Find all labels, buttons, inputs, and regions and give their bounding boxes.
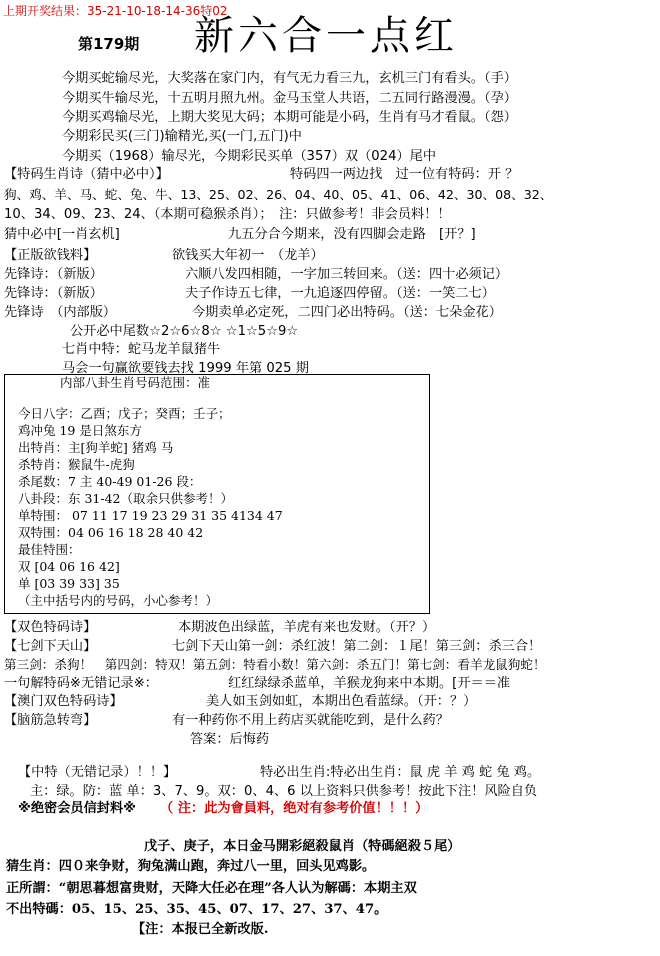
pioneer-left: 先锋诗：（新版） (4, 267, 103, 282)
zodiac-line: 狗、鸡、羊、马、蛇、兔、牛、13、25、02、26、04、40、05、41、06、42、30、08、32、 (4, 187, 553, 202)
solve-right: 红红绿绿杀蓝单，羊猴龙狗来中本期。[开＝＝准 (228, 676, 511, 691)
issue-number: 第179期 (78, 35, 140, 53)
horse-club-line: 马会一句赢欲要钱去找 1999 年第 025 期 (62, 361, 309, 376)
box-row: 鸡冲兔 19 是日煞东方 (18, 423, 142, 438)
pioneer-right: 今期卖单必定死，二四门必出特码。（送：七朵金花） (192, 305, 502, 320)
sword-title: 【七剑下天山】 (4, 639, 97, 654)
sword-line: 第三剑：杀狗！ 第四剑：特双！第五剑：特看小数！第六剑：杀五门！第七剑：看羊龙鼠狗蛇！ (4, 657, 546, 672)
box-row: 出特肖：主[狗羊蛇] 猪鸡 马 (18, 440, 174, 455)
box-row: （主中括号内的号码，小心参考！） (18, 593, 219, 608)
pioneer-right: 夫子作诗五七律，一九追逐四停留。（送：一笑二七） (185, 286, 495, 301)
sword-text: 七剑下天山第一剑：杀红波！第二剑：１尾！第三剑：杀三合！ (172, 639, 542, 654)
intro-line: 今期买牛输尽光，十五明月照九州。金马玉堂人共语，二五同行路漫漫。（孕） (62, 91, 517, 106)
box-header: 内部八卦生肖号码范围：准 (60, 375, 211, 390)
pioneer-right: 六顺八发四相随，一字加三转回来。（送：四十必须记） (185, 267, 509, 282)
box-row: 双特围：04 06 16 18 28 40 42 (18, 525, 204, 540)
footer-line: 正所謂：“朝思暮想富贵财，天降大任必在理”各人认为解碼：本期主双 (6, 881, 417, 896)
brain-text: 有一种药你不用上药店买就能吃到，是什么药？ (172, 713, 449, 728)
main-line: 主：绿。防：蓝 单：3、7、9。双：0、4、6 以上资料只供参考！按此下注！风险自负 (30, 784, 538, 799)
pioneer-left: 先锋诗 （内部版） (4, 305, 117, 320)
zhong-title: 【中特（无错记录）！！】 (18, 765, 177, 780)
secret-label: ※绝密会员信封料※ (18, 801, 136, 816)
guess-left: 猜中必中[一肖玄机] (4, 227, 120, 242)
fortune-title: 【正版欲钱料】 (4, 248, 97, 263)
zodiac-line: 10、34、09、23、24、（本期可稳猴杀肖）； 注：只做参考！非会员料！！ (4, 207, 451, 222)
seven-zodiac: 七肖中特：蛇马龙羊鼠猪牛 (62, 342, 221, 357)
solve-left: 一句解特码※无错记录※： (4, 676, 158, 691)
public-tail: 公开必中尾数☆2☆6☆8☆ ☆1☆5☆9☆ (70, 324, 299, 339)
box-row: 杀尾数：7 主 40-49 01-26 段： (18, 474, 202, 489)
macau-text: 美人如玉剑如虹，本期出色看蓝绿。（开：？） (206, 694, 477, 709)
secret-note: （ 注：此为會員料，绝对有参考价值！！！） (160, 801, 429, 816)
guess-right: 九五分合今期来，没有四脚会走路 [开？] (228, 227, 476, 242)
box-row: 今日八字：乙酉；戊子；癸酉；壬子； (18, 406, 231, 421)
box-row: 杀特肖：猴鼠牛-虎狗 (18, 457, 135, 472)
footer-line: 猜生肖：四０来争财，狗兔满山跑，奔过八一里，回头见鸡影。 (6, 859, 376, 874)
macau-title: 【澳门双色特码诗】 (4, 694, 123, 709)
brain-title: 【脑筋急转弯】 (4, 713, 97, 728)
intro-line: 今期彩民买(三门)输精光,买(一门,五门)中 (62, 129, 302, 144)
zhong-text: 特必出生肖:特必出生肖：鼠 虎 羊 鸡 蛇 兔 鸡。 (260, 765, 541, 780)
box-row: 单 [03 39 33] 35 (18, 576, 120, 591)
box-row: 双 [04 06 16 42] (18, 559, 120, 574)
box-row: 最佳特围： (18, 542, 81, 557)
fortune-right: 欲钱买大年初一 （龙羊） (172, 248, 324, 263)
intro-line: 今期买鸡输尽光，上期大奖见大码；本期可能是小码，生肖有马才看鼠。（怨） (62, 110, 517, 125)
previous-result: 上期开奖结果：35-21-10-18-14-36特02 (3, 4, 228, 18)
color-title: 【双色特码诗】 (4, 620, 97, 635)
box-row: 八卦段：东 31-42（取余只供参考！） (18, 491, 234, 506)
box-row: 单特围： 07 11 17 19 23 29 31 35 4134 47 (18, 508, 283, 523)
brain-answer: 答案：后悔药 (190, 732, 270, 747)
footer-line: 不出特碼：05、15、25、35、45、07、17、27、37、47。 (6, 902, 388, 917)
footer-line: 【注：本报已全新改版. (132, 922, 269, 937)
color-text: 本期波色出绿蓝，羊虎有来也发财。（开？） (178, 620, 436, 635)
page-title: 新六合一点红 (194, 13, 458, 59)
poem-title: 【特码生肖诗（猜中必中）】 (4, 167, 169, 182)
footer-line: 戊子、庚子，本日金马開彩絕殺鼠肖（特碼絕殺５尾） (144, 839, 461, 854)
poem-rhyme: 特码四一两边找 过一位有特码：开 ？ (290, 167, 519, 182)
intro-line: 今期买（1968）输尽光，今期彩民买单（357）双（024）尾中 (62, 149, 437, 164)
intro-line: 今期买蛇输尽光，大奖落在家门内，有气无力看三九，玄机三门有看头。（手） (62, 71, 517, 86)
pioneer-left: 先锋诗：（新版） (4, 286, 103, 301)
